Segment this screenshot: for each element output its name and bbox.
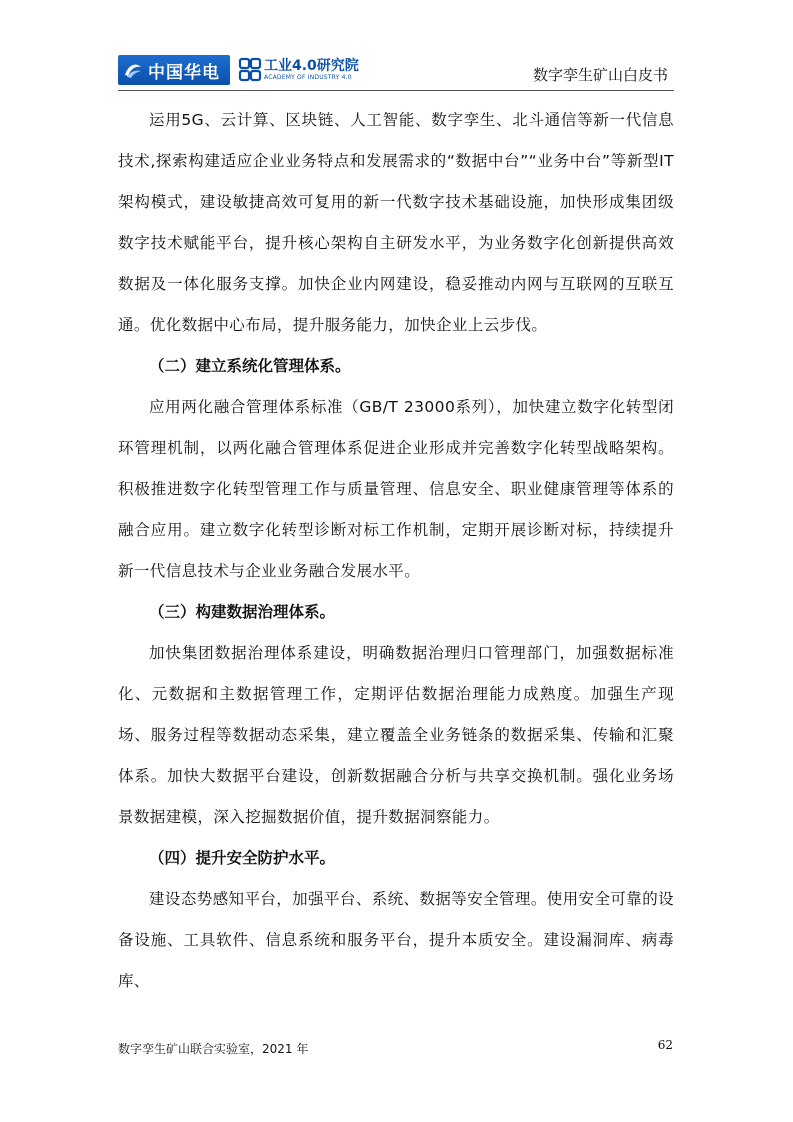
document-title: 数字孪生矿山白皮书 (532, 66, 668, 84)
header-divider (118, 90, 674, 91)
huadian-logo-text: 中国华电 (148, 62, 220, 83)
section-heading-3: （三）构建数据治理体系。 (149, 603, 336, 621)
page-header (118, 52, 674, 88)
page-number: 62 (657, 1038, 673, 1052)
academy-emblem-icon (238, 57, 262, 83)
paragraph-2: 应用两化融合管理体系标准（GB/T 23000系列），加快建立数字化转型闭环管理机制，以两化融合管理体系促进企业形成并完善数字化转型战略架构。积极推进数字化转型管理工作与质量管理、信息安全、职业健康管理等体系的融合应用。建立数字化转型诊断对标工作机制，定期开展诊断对标，持续提升新一代信息技术与企业业务融合发展水平。 (118, 398, 674, 580)
paragraph-1: 运用5G、云计算、区块链、人工智能、数字孪生、北斗通信等新一代信息技术,探索构建适应企业业务特点和发展需求的“数据中台”“业务中台”等新型IT架构模式，建设敏捷高效可复用的新一代数字技术基础设施，加快形成集团级数字技术赋能平台，提升核心架构自主研发水平，为业务数字化创新提供高效数据及一体化服务支撑。加快企业内网建设，稳妥推动内网与互联网的互联互通。优化数据中心布局，提升服务能力，加快企业上云步伐。 (118, 111, 674, 334)
footer-source: 数字孪生矿山联合实验室，2021 年 (118, 1042, 309, 1056)
academy-logo-cn: 工业4.0研究院 (264, 58, 359, 74)
section-heading-2: （二）建立系统化管理体系。 (149, 357, 351, 375)
huadian-emblem-icon (122, 59, 144, 81)
section-heading-4: （四）提升安全防护水平。 (149, 849, 336, 867)
huadian-logo (118, 55, 230, 85)
academy-logo (238, 54, 359, 86)
page-content (118, 100, 674, 1002)
academy-logo-en: ACADEMY OF INDUSTRY 4.0 (264, 74, 352, 81)
paragraph-3: 加快集团数据治理体系建设，明确数据治理归口管理部门，加强数据标准化、元数据和主数据管理工作，定期评估数据治理能力成熟度。加强生产现场、服务过程等数据动态采集，建立覆盖全业务链条的数据采集、传输和汇聚体系。加快大数据平台建设，创新数据融合分析与共享交换机制。强化业务场景数据建模，深入挖掘数据价值，提升数据洞察能力。 (118, 644, 674, 826)
paragraph-4: 建设态势感知平台，加强平台、系统、数据等安全管理。使用安全可靠的设备设施、工具软件、信息系统和服务平台，提升本质安全。建设漏洞库、病毒库、 (118, 890, 674, 990)
